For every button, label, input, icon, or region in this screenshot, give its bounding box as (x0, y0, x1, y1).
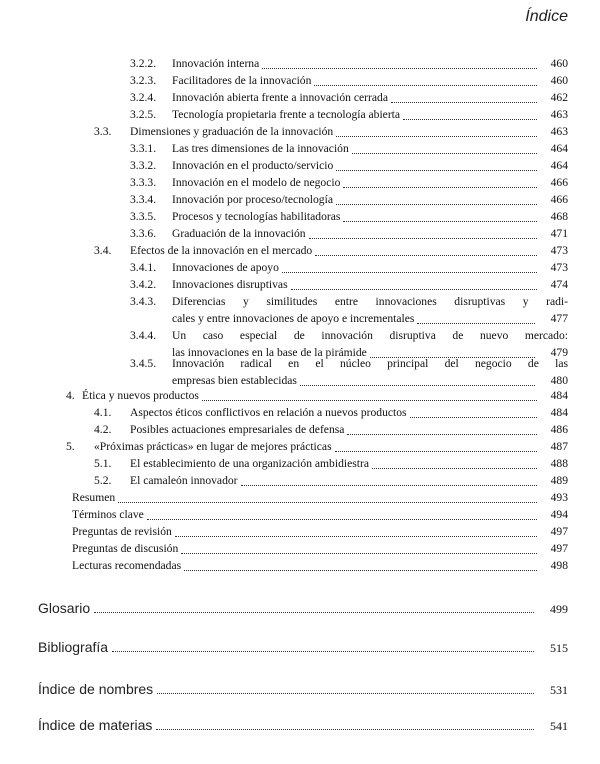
page-number: 473 (550, 261, 568, 274)
entry-title: Las tres dimensiones de la innovación (172, 142, 349, 155)
back-matter-bibliography[interactable] (38, 637, 568, 657)
entry-number: 4. (66, 389, 75, 402)
dot-leader (300, 373, 535, 386)
toc-entry[interactable] (130, 276, 568, 293)
dot-leader (315, 243, 537, 256)
back-matter-subject-index[interactable] (38, 715, 568, 735)
entry-number: 3.2.3. (130, 74, 157, 87)
page-number: 473 (550, 244, 568, 257)
entry-number: 3.3.6. (130, 227, 157, 240)
dot-leader (181, 541, 537, 554)
page-number: 463 (550, 125, 568, 138)
dot-leader (336, 192, 537, 205)
toc-entry[interactable] (130, 157, 568, 174)
dot-leader (403, 107, 537, 120)
entry-number: 3.3.2. (130, 159, 157, 172)
dot-leader (184, 558, 537, 571)
entry-number: 5. (66, 440, 75, 453)
toc-entry[interactable] (130, 355, 568, 389)
page-number: 488 (550, 457, 568, 470)
entry-title-line-2: empresas bien establecidas (172, 374, 297, 387)
dot-leader (175, 524, 537, 537)
entry-title: Ética y nuevos productos (82, 389, 199, 402)
entry-number: 3.3.5. (130, 210, 157, 223)
toc-entry[interactable] (72, 523, 568, 540)
dot-leader (262, 56, 537, 69)
page-number: 464 (550, 142, 568, 155)
toc-entry[interactable] (130, 293, 568, 327)
entry-title-line-1: Un caso especial de innovación disruptiva de nuevo mercado: (172, 329, 568, 342)
entry-title: Preguntas de revisión (72, 525, 172, 538)
toc-entry[interactable] (66, 438, 568, 455)
page-number: 466 (550, 193, 568, 206)
entry-title: Facilitadores de la innovación (172, 74, 312, 87)
toc-entry[interactable] (66, 387, 568, 404)
toc-entry[interactable] (94, 472, 568, 489)
toc-entry[interactable] (94, 455, 568, 472)
entry-title-line-2: las innovaciones en la base de la pirámide (172, 346, 367, 359)
page-number: 480 (550, 374, 568, 387)
entry-title: Efectos de la innovación en el mercado (130, 244, 313, 257)
entry-number: 3.2.2. (130, 57, 157, 70)
page-number: 541 (550, 719, 568, 733)
page-number: 493 (550, 491, 568, 504)
page-number: 484 (550, 389, 568, 402)
entry-title: Aspectos éticos conflictivos en relación a nuevos productos (130, 406, 407, 419)
dot-leader (347, 422, 537, 435)
page-number: 489 (550, 474, 568, 487)
toc-entry[interactable] (72, 506, 568, 523)
page-number: 464 (550, 159, 568, 172)
entry-title-line-2: cales y entre innovaciones de apoyo e incrementales (172, 312, 415, 325)
dot-leader (391, 90, 537, 103)
dot-leader (417, 311, 535, 324)
toc-entry[interactable] (130, 174, 568, 191)
toc-entry[interactable] (130, 106, 568, 123)
entry-number: 3.3.1. (130, 142, 157, 155)
back-matter-name-index[interactable] (38, 679, 568, 699)
toc-entry[interactable] (72, 557, 568, 574)
toc-entry[interactable] (130, 140, 568, 157)
dot-leader (147, 507, 537, 520)
page-number: 463 (550, 108, 568, 121)
running-head: Índice (525, 8, 568, 25)
dot-leader (282, 260, 537, 273)
entry-number: 3.4.4. (130, 329, 157, 342)
page-number: 486 (550, 423, 568, 436)
entry-title: El establecimiento de una organización ambidiestra (130, 457, 369, 470)
entry-title: Dimensiones y graduación de la innovación (130, 125, 334, 138)
entry-title: Lecturas recomendadas (72, 559, 182, 572)
toc-entry[interactable] (130, 259, 568, 276)
entry-title: Graduación de la innovación (172, 227, 306, 240)
dot-leader (314, 73, 537, 86)
page-number: 499 (550, 602, 568, 616)
toc-entry[interactable] (130, 72, 568, 89)
dot-leader (343, 175, 537, 188)
toc-entry[interactable] (94, 242, 568, 259)
page-number: 498 (550, 559, 568, 572)
page-number: 468 (550, 210, 568, 223)
page-number: 497 (550, 525, 568, 538)
entry-number: 3.2.5. (130, 108, 157, 121)
dot-leader (291, 277, 537, 290)
dot-leader (335, 439, 537, 452)
entry-title: Innovación por proceso/tecnología (172, 193, 333, 206)
entry-title-line-1: Diferencias y similitudes entre innovaciones disruptivas y radi- (172, 295, 568, 308)
page-number: 477 (550, 312, 568, 325)
toc-entry[interactable] (130, 89, 568, 106)
page-number: 460 (550, 57, 568, 70)
toc-entry[interactable] (130, 191, 568, 208)
dot-leader (156, 715, 534, 730)
page-number: 466 (550, 176, 568, 189)
dot-leader (309, 226, 537, 239)
toc-entry[interactable] (72, 489, 568, 506)
dot-leader (410, 405, 537, 418)
dot-leader (352, 141, 537, 154)
entry-title: Tecnología propietaria frente a tecnología abierta (172, 108, 401, 121)
toc-entry[interactable] (130, 208, 568, 225)
dot-leader (94, 598, 534, 613)
toc-entry[interactable] (94, 123, 568, 140)
dot-leader (336, 124, 537, 137)
page-number: 487 (550, 440, 568, 453)
entry-title-line-1: Innovación radical en el núcleo principal del negocio de las (172, 357, 568, 370)
page-number: 460 (550, 74, 568, 87)
page-number: 531 (550, 683, 568, 697)
entry-title: Resumen (72, 491, 116, 504)
toc-entry[interactable] (94, 404, 568, 421)
dot-leader (118, 490, 537, 503)
entry-title: Posibles actuaciones empresariales de defensa (130, 423, 345, 436)
entry-title: Innovación abierta frente a innovación cerrada (172, 91, 388, 104)
toc-entry[interactable] (130, 55, 568, 72)
page-number: 494 (550, 508, 568, 521)
entry-number: 3.4.1. (130, 261, 157, 274)
entry-number: 5.2. (94, 474, 112, 487)
entry-number: 3.3. (94, 125, 112, 138)
dot-leader (202, 388, 537, 401)
entry-title: Preguntas de discusión (72, 542, 179, 555)
entry-title: Términos clave (72, 508, 144, 521)
page-number: 484 (550, 406, 568, 419)
entry-number: 3.3.4. (130, 193, 157, 206)
page-number: 479 (550, 346, 568, 359)
entry-title: Procesos y tecnologías habilitadoras (172, 210, 341, 223)
entry-number: 4.2. (94, 423, 112, 436)
page-number: 471 (550, 227, 568, 240)
page-number: 462 (550, 91, 568, 104)
entry-number: 3.4. (94, 244, 112, 257)
entry-title: Innovaciones de apoyo (172, 261, 279, 274)
dot-leader (241, 473, 537, 486)
back-matter-glossary[interactable] (38, 598, 568, 618)
entry-number: 3.4.3. (130, 295, 157, 308)
back-matter-title: Bibliografía (38, 639, 109, 655)
entry-title: Innovación interna (172, 57, 260, 70)
toc-entry[interactable] (72, 540, 568, 557)
toc-entry[interactable] (130, 225, 568, 242)
entry-title: Innovación en el modelo de negocio (172, 176, 341, 189)
entry-title: «Próximas prácticas» en lugar de mejores prácticas (94, 440, 332, 453)
entry-title: El camaleón innovador (130, 474, 238, 487)
back-matter-title: Glosario (38, 600, 91, 616)
entry-number: 4.1. (94, 406, 112, 419)
dot-leader (372, 456, 537, 469)
back-matter-title: Índice de nombres (38, 681, 154, 697)
entry-number: 3.4.5. (130, 357, 157, 370)
dot-leader (157, 679, 534, 694)
entry-number: 3.3.3. (130, 176, 157, 189)
dot-leader (336, 158, 537, 171)
dot-leader (112, 637, 534, 652)
dot-leader (343, 209, 537, 222)
page-number: 497 (550, 542, 568, 555)
entry-title: Innovaciones disruptivas (172, 278, 288, 291)
entry-number: 3.4.2. (130, 278, 157, 291)
back-matter-title: Índice de materias (38, 717, 153, 733)
entry-title: Innovación en el producto/servicio (172, 159, 334, 172)
page-number: 474 (550, 278, 568, 291)
entry-number: 5.1. (94, 457, 112, 470)
page-number: 515 (550, 641, 568, 655)
toc-entry[interactable] (94, 421, 568, 438)
entry-number: 3.2.4. (130, 91, 157, 104)
